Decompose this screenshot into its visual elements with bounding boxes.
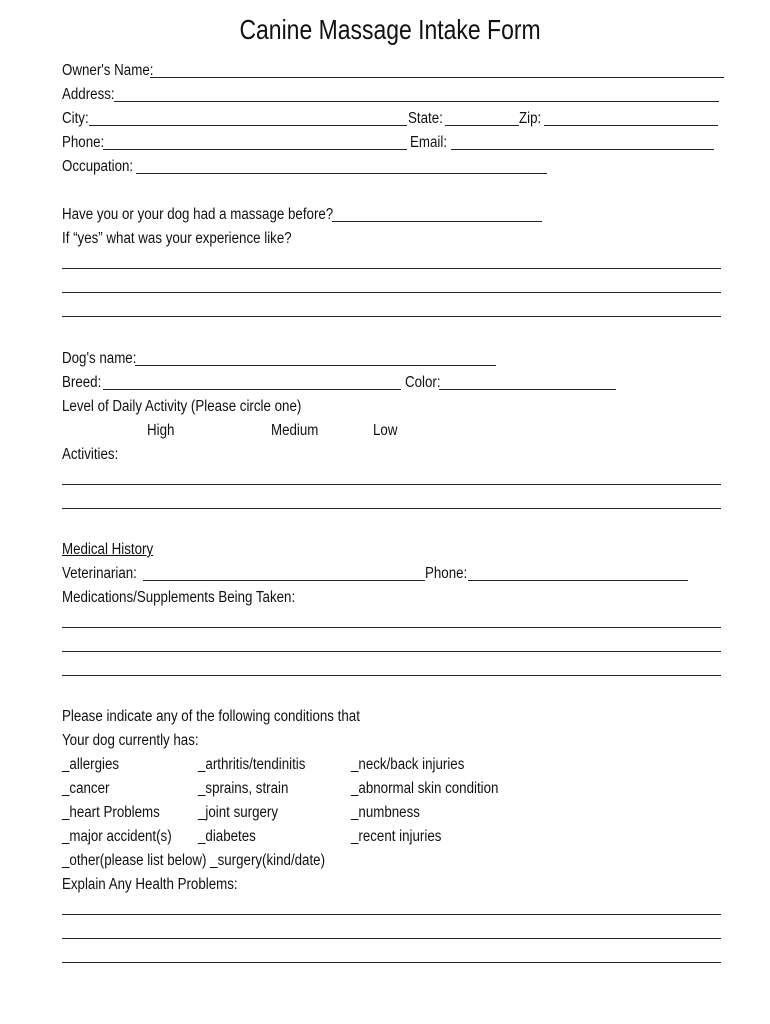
- medications-line[interactable]: [62, 675, 721, 676]
- city-label: City:: [62, 110, 89, 127]
- activity-level-label: Level of Daily Activity (Please circle one): [62, 398, 302, 415]
- email-label: Email:: [410, 134, 448, 151]
- health-problems-line[interactable]: [62, 938, 721, 939]
- condition-arthritis[interactable]: _arthritis/tendinitis: [198, 756, 306, 773]
- vet-phone-label: Phone:: [425, 565, 468, 582]
- zip-field[interactable]: [544, 125, 718, 126]
- veterinarian-label: Veterinarian:: [62, 565, 137, 582]
- experience-label: If “yes” what was your experience like?: [62, 230, 292, 247]
- condition-heart-problems[interactable]: _heart Problems: [62, 804, 160, 821]
- veterinarian-field[interactable]: [143, 580, 425, 581]
- condition-sprains[interactable]: _sprains, strain: [198, 780, 289, 797]
- condition-joint-surgery[interactable]: _joint surgery: [198, 804, 279, 821]
- state-label: State:: [408, 110, 443, 127]
- condition-major-accidents[interactable]: _major accident(s): [62, 828, 172, 845]
- activities-line[interactable]: [62, 508, 721, 509]
- occupation-field[interactable]: [136, 173, 547, 174]
- condition-abnormal-skin[interactable]: _abnormal skin condition: [351, 780, 499, 797]
- owner-name-label: Owner's Name:: [62, 62, 154, 79]
- activity-option-high[interactable]: High: [147, 422, 175, 439]
- activities-label: Activities:: [62, 446, 119, 463]
- breed-field[interactable]: [103, 389, 401, 390]
- condition-diabetes[interactable]: _diabetes: [198, 828, 256, 845]
- vet-phone-field[interactable]: [468, 580, 688, 581]
- dog-name-field[interactable]: [135, 365, 496, 366]
- occupation-label: Occupation:: [62, 158, 134, 175]
- condition-recent-injuries[interactable]: _recent injuries: [351, 828, 442, 845]
- breed-label: Breed:: [62, 374, 102, 391]
- address-label: Address:: [62, 86, 115, 103]
- form-title: Canine Massage Intake Form: [239, 14, 541, 45]
- phone-field[interactable]: [103, 149, 407, 150]
- massage-before-label: Have you or your dog had a massage before?: [62, 206, 334, 223]
- condition-numbness[interactable]: _numbness: [351, 804, 420, 821]
- explain-health-label: Explain Any Health Problems:: [62, 876, 238, 893]
- conditions-intro-line1: Please indicate any of the following conditions that: [62, 708, 360, 725]
- zip-label: Zip:: [519, 110, 542, 127]
- activity-option-medium[interactable]: Medium: [271, 422, 319, 439]
- phone-label: Phone:: [62, 134, 105, 151]
- medications-line[interactable]: [62, 627, 721, 628]
- condition-neck-back-injuries[interactable]: _neck/back injuries: [351, 756, 465, 773]
- condition-allergies[interactable]: _allergies: [62, 756, 120, 773]
- health-problems-line[interactable]: [62, 962, 721, 963]
- experience-line[interactable]: [62, 292, 721, 293]
- color-field[interactable]: [439, 389, 616, 390]
- medical-history-heading: Medical History: [62, 541, 154, 558]
- activities-line[interactable]: [62, 484, 721, 485]
- medications-line[interactable]: [62, 651, 721, 652]
- condition-cancer[interactable]: _cancer: [62, 780, 110, 797]
- color-label: Color:: [405, 374, 441, 391]
- experience-line[interactable]: [62, 316, 721, 317]
- experience-line[interactable]: [62, 268, 721, 269]
- massage-before-field[interactable]: [332, 221, 542, 222]
- condition-other-surgery[interactable]: _other(please list below) _surgery(kind/date): [62, 852, 326, 869]
- health-problems-line[interactable]: [62, 914, 721, 915]
- activity-option-low[interactable]: Low: [373, 422, 398, 439]
- state-field[interactable]: [445, 125, 519, 126]
- email-field[interactable]: [451, 149, 714, 150]
- owner-name-field[interactable]: [150, 77, 724, 78]
- medications-label: Medications/Supplements Being Taken:: [62, 589, 296, 606]
- conditions-intro-line2: Your dog currently has:: [62, 732, 199, 749]
- city-field[interactable]: [89, 125, 407, 126]
- dog-name-label: Dog's name:: [62, 350, 137, 367]
- address-field[interactable]: [114, 101, 719, 102]
